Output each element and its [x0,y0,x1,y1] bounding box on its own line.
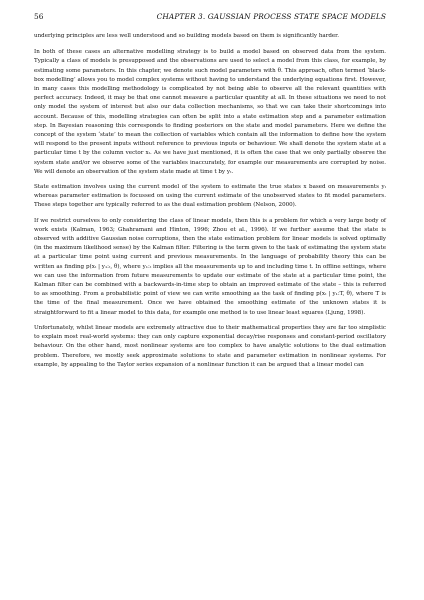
running-title: CHAPTER 3. GAUSSIAN PROCESS STATE SPACE MODELS [156,12,386,21]
body-text [34,32,386,370]
paragraph-1: underlying principles are less well understood and so building models based on them is significantly harder. [34,33,339,39]
paragraph-3: State estimation involves using the current model of the system to estimate the true states x based on measurements yₜ whereas parameter estimation is focussed on using the current estimate of the unobserved states to fit model parameters. These steps together are typically referred to as the dual estimation problem (Nelson, 2000). [34,184,386,209]
page-number: 56 [34,12,44,21]
page-header [34,12,386,24]
paragraph-2: In both of these cases an alternative modelling strategy is to build a model based on observed data from the system. Typically a class of models is presupposed and the observations are used to select a model from this class, for example, by estimating some parameters. In this chapter, we denote such model parameters with θ. This approach, often termed ‘black-box modelling’ allows you to model complex systems without having to understand the underlying equations first. However, in many cases this modelling methodology is complicated by not being able to observe all the relevant quantities with perfect accuracy. Indeed, it may be that one cannot measure a particular quantity at all. In these situations we need to not only model the system of interest but also our data collection mechanisms, so that we can take their shortcomings into account. Because of this, modelling strategies can often be split into a state estimation step and a parameter estimation step. In Bayesian reasoning this corresponds to finding posteriors on the state and model parameters. Here we define the concept of the system ‘state’ to mean the collection of variables which contain all the information to define how the system will respond to the present inputs without reference to previous inputs or behaviour. We shall denote the system state at a particular time t by the column vector xₜ. As we have just mentioned, it is often the case that we only partially observe the system state and/or we observe some of the variables inaccurately, for example our measurements are corrupted by noise. We will denote an observation of the system state made at time t by yₜ. [34,49,386,175]
paragraph-5: Unfortunately, whilst linear models are extremely attractive due to their mathematical properties they are far too simplistic to explain most real-world systems: they can only capture exponential decay/rise responses and constant-period oscillatory behaviour. On the other hand, most nonlinear systems are too complex to have analytic solutions to the dual estimation problem. Therefore, we mostly seek approximate solutions to state and parameter estimation in nonlinear systems. For example, by appealing to the Taylor series expansion of a nonlinear function it can be argued that a linear model can [34,324,386,368]
document-page [34,12,386,590]
paragraph-4: If we restrict ourselves to only considering the class of linear models, then this is a problem for which a very large body of work exists (Kalman, 1963; Ghahramani and Hinton, 1996; Zhou et al., 1996). If we further assume that the state is observed with additive Gaussian noise corruptions, then the state estimation problem for linear models is solved optimally (in the maximum likelihood sense) by the Kalman filter. Filtering is the term given to the task of estimating the system state at a particular time point using current and previous measurements. In the language of probability theory this can be written as finding p(xₜ | y₁:ₜ, θ), where y₁:ₜ implies all the measurements up to and including time t. In offline settings, where we can use the information from future measurements to update our estimate of the state at a particular time point, the Kalman filter can be combined with a backwards-in-time step to obtain an improved estimate of the state – this is referred to as smoothing. From a probabilistic point of view we can write smoothing as the task of finding p(xₜ | y₁:T, θ), where T is the time of the final measurement. Once we have obtained the smoothing estimate of the unknown states it is straightforward to fit a linear model to this data, for example one method is to use linear least squares (Ljung, 1998). [34,217,386,316]
